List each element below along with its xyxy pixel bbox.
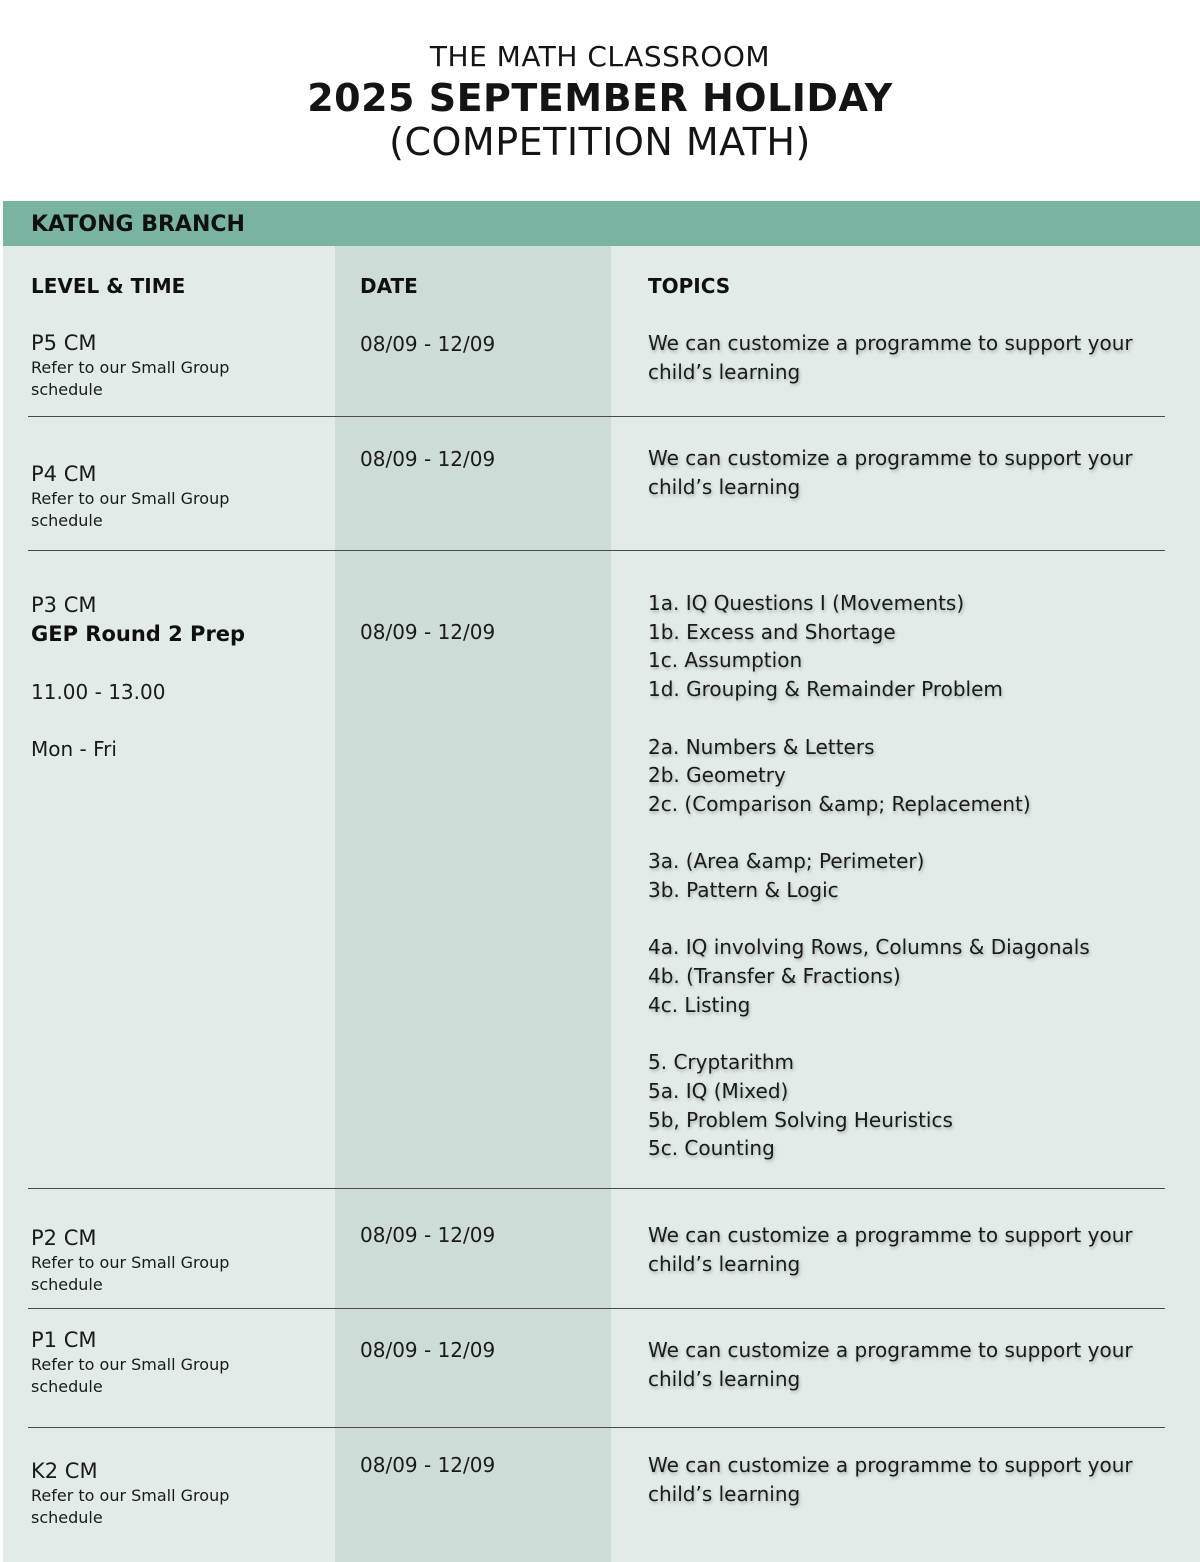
row-p1-topics: We can customize a programme to support your child’s learning [648,1338,1133,1391]
row-p2-note: Refer to our Small Group schedule [31,1253,230,1294]
header-subtitle: (COMPETITION MATH) [389,120,811,164]
topic-item: 1c. Assumption [648,648,803,673]
topic-item: 3a. (Area &amp; Perimeter) [648,849,925,874]
row-p5-date: 08/09 - 12/09 [360,332,496,356]
topic-item: 2b. Geometry [648,763,786,788]
topic-group-3 [648,847,1188,904]
row-p3-time: 11.00 - 13.00 [31,680,166,704]
branch-bar [3,201,1200,246]
topic-item: 5a. IQ (Mixed) [648,1078,789,1103]
column-header-topics: TOPICS [648,274,731,298]
schedule-table [3,246,1200,1562]
row-p1-level: P1 CM [31,1328,97,1352]
row-p5-note: Refer to our Small Group schedule [31,358,230,399]
row-divider [28,1188,1165,1189]
row-p5-topics: We can customize a programme to support your child’s learning [648,331,1133,384]
topic-item: 5b, Problem Solving Heuristics [648,1107,953,1132]
row-k2-date: 08/09 - 12/09 [360,1453,496,1477]
topic-item: 1a. IQ Questions I (Movements) [648,591,965,615]
row-p1-date: 08/09 - 12/09 [360,1338,496,1362]
header-title: 2025 SEPTEMBER HOLIDAY [307,76,893,120]
row-p3-topic-list [648,589,1188,1192]
row-p4-level: P4 CM [31,462,97,486]
topic-item: 5. Cryptarithm [648,1050,795,1075]
topic-group-5 [648,1048,1188,1163]
row-p3-days: Mon - Fri [31,737,117,761]
row-p4-topics: We can customize a programme to support your child’s learning [648,446,1133,499]
row-k2-topics: We can customize a programme to support your child’s learning [648,1453,1133,1506]
row-k2-note: Refer to our Small Group schedule [31,1486,230,1527]
row-p3-date: 08/09 - 12/09 [360,620,496,644]
topic-item: 4b. (Transfer & Fractions) [648,964,901,989]
topic-item: 1d. Grouping & Remainder Problem [648,677,1003,702]
row-p3-subtitle: GEP Round 2 Prep [31,622,246,646]
topic-group-2 [648,733,1188,819]
topic-group-4 [648,933,1188,1019]
header-brand: THE MATH CLASSROOM [429,40,771,73]
date-column-background [335,246,611,1562]
topic-group-1 [648,589,1188,704]
row-p2-level: P2 CM [31,1226,97,1250]
page-header [0,0,1200,200]
row-p2-topics: We can customize a programme to support your child’s learning [648,1223,1133,1276]
row-divider [28,1308,1165,1309]
column-header-level-time: LEVEL & TIME [31,274,186,298]
topic-item: 2a. Numbers & Letters [648,734,875,759]
row-p3-level: P3 CM [31,593,97,617]
topic-item: 1b. Excess and Shortage [648,619,896,644]
row-p1-note: Refer to our Small Group schedule [31,1355,230,1396]
column-header-date: DATE [360,274,418,298]
row-divider [28,1427,1165,1428]
topic-item: 4a. IQ involving Rows, Columns & Diagonals [648,935,1090,960]
topic-item: 2c. (Comparison &amp; Replacement) [648,791,1031,816]
topic-item: 3b. Pattern & Logic [648,878,839,902]
row-p2-date: 08/09 - 12/09 [360,1223,496,1247]
topic-item: 5c. Counting [648,1136,775,1161]
row-p4-note: Refer to our Small Group schedule [31,489,230,530]
row-p5-level: P5 CM [31,331,97,355]
branch-label: KATONG BRANCH [31,212,245,237]
row-divider [28,550,1165,551]
topic-item: 4c. Listing [648,992,751,1017]
row-p4-date: 08/09 - 12/09 [360,447,496,471]
row-divider [28,416,1165,417]
row-k2-level: K2 CM [31,1459,98,1483]
